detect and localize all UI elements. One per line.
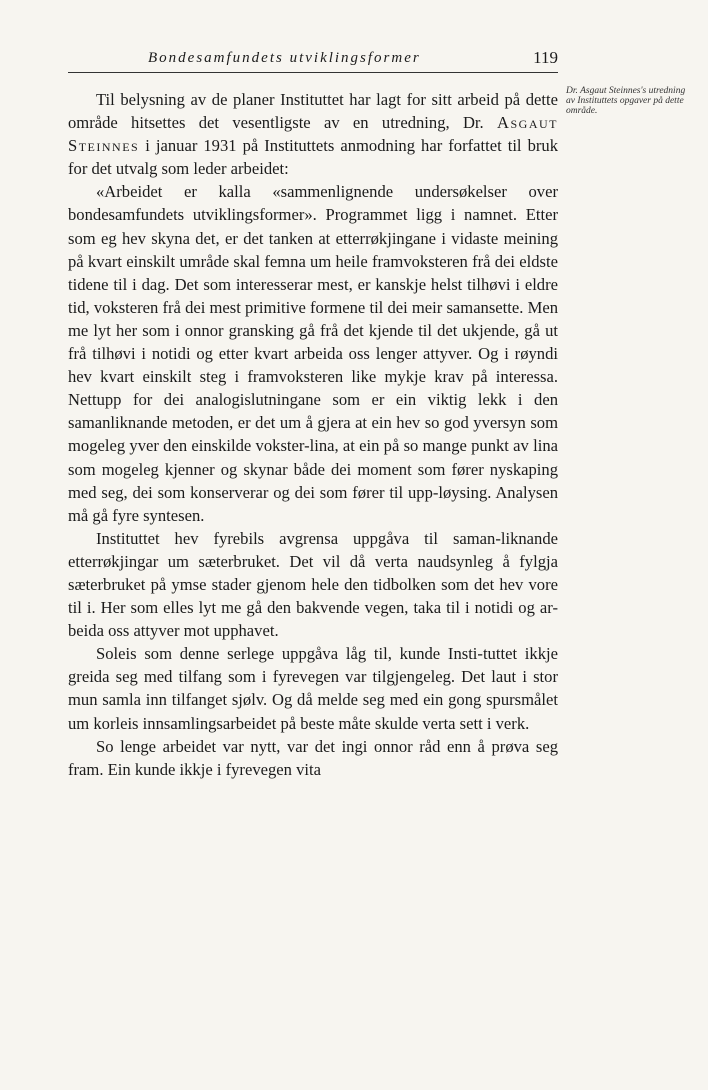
paragraph-1-text-b: i januar 1931 på Instituttets anmodning har forfattet til bruk for det utvalg som leder arbeidet:	[68, 136, 558, 179]
margin-note: Dr. Asgaut Steinnes's utredning av Instituttets opgaver på dette område.	[566, 86, 686, 116]
paragraph-4: Soleis som denne serlege uppgåva låg til, kunde Insti-tuttet ikkje greida seg med tilfang som i fyrevegen var tilgjengeleg. Det laut i stor mun samla inn tilfanget sjølv. Og då melde seg med ein gong spursmålet um korleis innsamlingsarbeidet på beste måte skulde verta sett i verk.	[68, 644, 558, 733]
paragraph-5: So lenge arbeidet var nytt, var det ingi onnor råd enn å prøva seg fram. Ein kunde ikkje i fyrevegen vita	[68, 736, 558, 779]
paragraph-1	[68, 88, 558, 180]
body-text	[68, 88, 558, 781]
author-name: Asgaut Steinnes	[68, 113, 558, 156]
running-title: Bondesamfundets utviklingsformer	[148, 50, 421, 66]
page-number: 119	[533, 48, 558, 67]
paragraph-3: Instituttet hev fyrebils avgrensa uppgåva til saman-liknande etterrøkjingar um sæterbruket. Det vil då verta naudsynleg å fylgja sæterbruket på ymse stader gjenom hele den tidbolken som det hev vore til i. Her som elles lyt me gå den bakvende vegen, taka til i notidi og ar-beida oss attyver mot upphavet.	[68, 528, 558, 641]
running-header	[68, 50, 558, 73]
paragraph-2: «Arbeidet er kalla «sammenlignende undersøkelser over bondesamfundets utviklingsformer». Programmet ligg i namnet. Etter som eg hev skyna det, er det tanken at etterrøkjingane i vidaste meining på kvart einskilt umråde skal femna um heile framvoksteren frå dei eldste tidene til i dag. Det som interesserar mest, er kanskje helst tilhøvi i eldre tid, voksteren frå dei mest primitive formene til dei meir samansette. Men me lyt her som i onnor gransking gå frå det kjende til det ukjende, gå ut frå tilhøvi i notidi og etter kvart arbeida oss lenger attyver. Og i røyndi hev kvart einskilt steg i framvoksteren like mykje krav på interessa. Nettupp for dei analogislutningane som er ein viktig lekk i den samanliknande metoden, er det um å gjera at ein hev so god yversyn som mogeleg yver den einskilde vokster-lina, at ein på so mange punkt av lina som mogeleg kjenner og skynar både dei moment som fører nyskaping med seg, dei som konserverar og dei som fører til upp-løysing. Analysen må gå fyre syntesen.	[68, 182, 558, 525]
paragraph-1-text-a: Til belysning av de planer Instituttet har lagt for sitt arbeid på dette område hitsettes det vesentligste av en utredning, Dr.	[68, 90, 558, 133]
